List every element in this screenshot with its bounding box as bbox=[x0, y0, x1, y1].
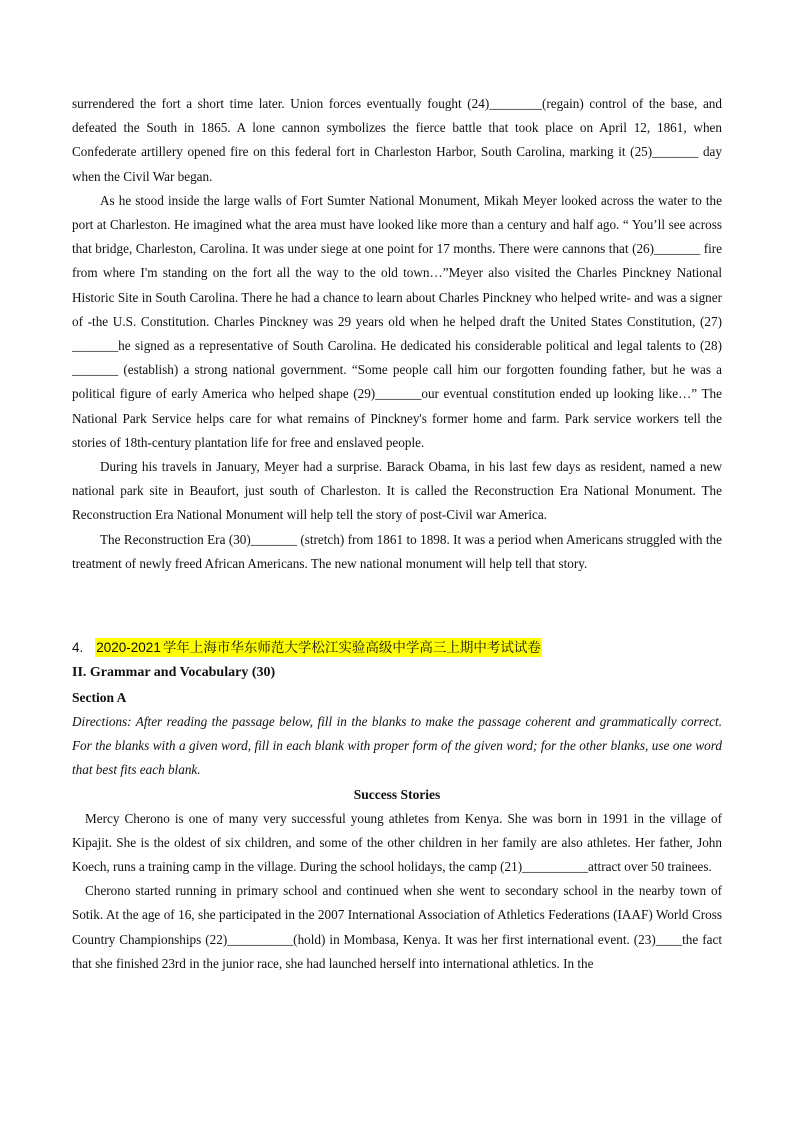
question-number: 4. bbox=[72, 640, 84, 656]
passage-paragraph-1: surrendered the fort a short time later. Union forces eventually fought (24)________(regain) control of the base, and defeated the South in 1865. A lone cannon symbolizes the fierce battle that took place on April 12, 1861, when Confederate artillery opened fire on this federal fort in Charleston Harbor, South Carolina, marking it (25)_______ day when the Civil War began. bbox=[72, 96, 722, 184]
question-source: 学年上海市华东师范大学松江实验高级中学高三上期中考试试卷 bbox=[162, 640, 541, 656]
passage-paragraph-4: The Reconstruction Era (30)_______ (stretch) from 1861 to 1898. It was a period when Americans struggled with the treatment of newly freed African Americans. The new national monument will help tell that story. bbox=[72, 531, 722, 571]
passage-continued bbox=[72, 92, 722, 576]
directions-text: Directions: After reading the passage below, fill in the blanks to make the passage coherent and grammatically correct. For the blanks with a given word, fill in each blank with proper form of the given word; for the other blanks, use one word that best fits each blank. bbox=[72, 714, 722, 778]
section-gap bbox=[72, 576, 722, 636]
section-label: Section A bbox=[72, 690, 127, 706]
passage-paragraph-2: As he stood inside the large walls of Fort Sumter National Monument, Mikah Meyer looked across the water to the port at Charleston. He imagined what the area must have looked like more than a century and half ago. “ You’ll see across that bridge, Charleston, Carolina. It was under siege at one point for 17 months. There were cannons that (26)_______ fire from where I'm standing on the fort all the way to the old town…”Meyer also visited the Charles Pinckney National Historic Site in South Carolina. There he had a chance to learn about Charles Pinckney who helped write- and was a signer of -the U.S. Constitution. Charles Pinckney was 29 years old when he helped draft the United States Constitution, (27) _______he signed as a representative of South Carolina. He dedicated his considerable political and legal talents to (28) _______ (establish) a strong national government. “Some people call him our forgotten founding father, but he was a political figure of early America who helped shape (29)_______our eventual constitution ended up looking like…” The National Park Service helps care for what remains of Pinckney's former home and farm. Park service workers tell the stories of 18th-century plantation life for free and enslaved people. bbox=[72, 192, 722, 450]
document-page bbox=[72, 92, 722, 976]
story-paragraph-1: Mercy Cherono is one of many very successful young athletes from Kenya. She was born in 1991 in the village of Kipajit. She is the oldest of six children, and some of the other children in her family are also athletes. Her father, John Koech, runs a training camp in the village. During the school holidays, the camp (21)__________attract over 50 trainees. bbox=[72, 810, 722, 875]
question-year: 2020-2021 bbox=[96, 640, 161, 656]
story-paragraph-2: Cherono started running in primary school and continued when she went to secondary school in the nearby town of Sotik. At the age of 16, she participated in the 2007 International Association of Athletics Federations (IAAF) World Cross Country Championships (22)__________(hold) in Mombasa, Kenya. It was her first international event. (23)____the fact that she finished 23rd in the junior race, she had launched herself into international athletics. In the bbox=[72, 883, 722, 971]
passage-paragraph-3: During his travels in January, Meyer had a surprise. Barack Obama, in his last few days as resident, named a new national park site in Beaufort, just south of Charleston. It is called the Reconstruction Era National Monument. The Reconstruction Era National Monument will help tell the story of post-Civil war America. bbox=[72, 459, 722, 523]
passage-title: Success Stories bbox=[353, 786, 441, 802]
section-title: II. Grammar and Vocabulary (30) bbox=[72, 665, 276, 681]
question-header bbox=[72, 636, 722, 660]
